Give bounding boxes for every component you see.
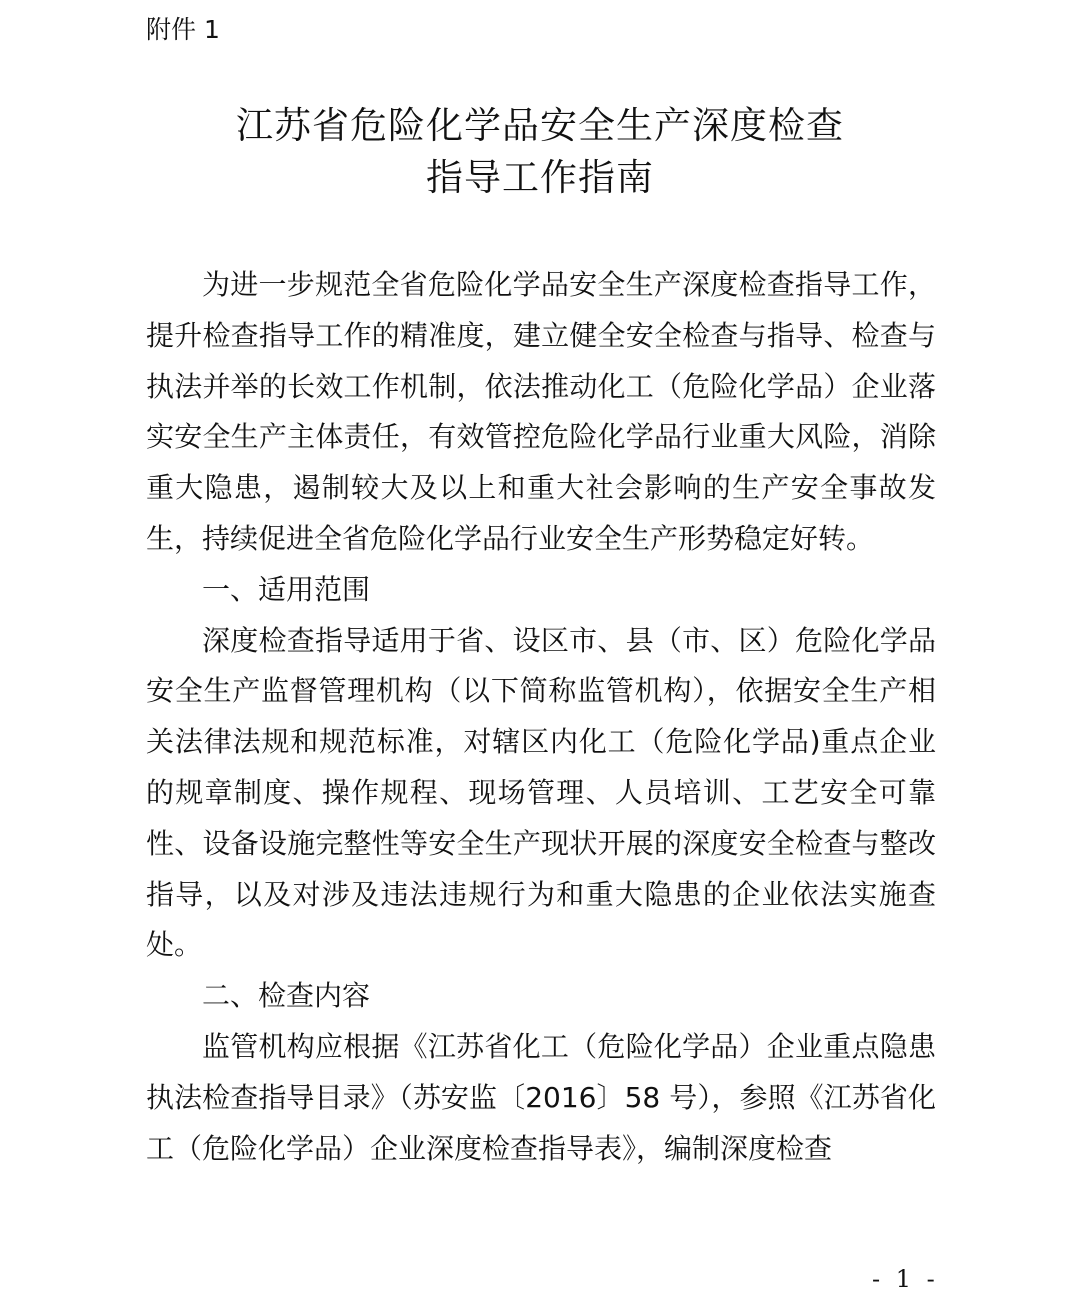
title-line-2: 指导工作指南: [426, 156, 654, 199]
attachment-label: 附件 1: [146, 15, 220, 44]
section-heading-content: 二、检查内容: [202, 979, 371, 1013]
title-line-1: 江苏省危险化学品安全生产深度检查: [236, 104, 844, 147]
intro-paragraph: 为进一步规范全省危险化学品安全生产深度检查指导工作，提升检查指导工作的精准度，建立健全安全检查与指导、检查与执法并举的长效工作机制，依法推动化工（危险化学品）企业落实安全生产主体责任，有效管控危险化学品行业重大风险，消除重大隐患，遏制较大及以上和重大社会影响的生产安全事故发生，持续促进全省危险化学品行业安全生产形势稳定好转。: [146, 268, 936, 555]
document-body: [146, 260, 936, 1174]
scope-paragraph: 深度检查指导适用于省、设区市、县（市、区）危险化学品安全生产监督管理机构（以下简称监管机构），依据安全生产相关法律法规和规范标准，对辖区内化工（危险化学品)重点企业的规章制度、操作规程、现场管理、人员培训、工艺安全可靠性、设备设施完整性等安全生产现状开展的深度安全检查与整改指导，以及对涉及违法违规行为和重大隐患的企业依法实施查处。: [146, 623, 936, 962]
section-heading-scope: 一、适用范围: [202, 572, 371, 606]
page-number: - 1 -: [872, 1265, 939, 1293]
content-paragraph: 监管机构应根据《江苏省化工（危险化学品）企业重点隐患执法检查指导目录》（苏安监〔2016〕58 号），参照《江苏省化工（危险化学品）企业深度检查指导表》，编制深度检查: [146, 1029, 936, 1165]
document-title: [0, 100, 1080, 204]
